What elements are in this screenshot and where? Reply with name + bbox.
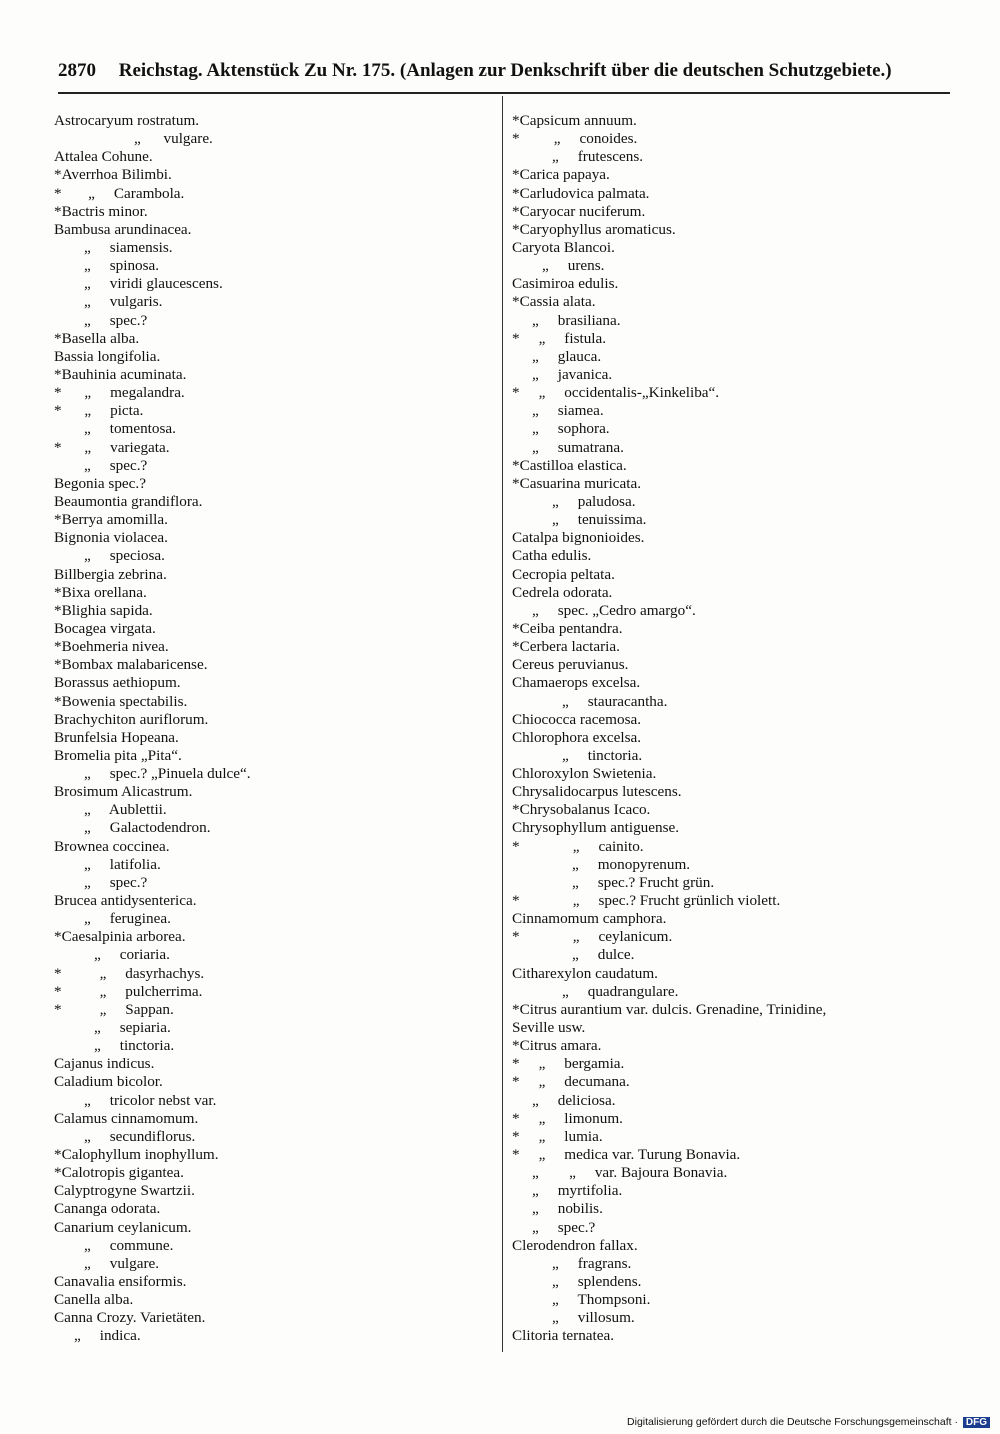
list-item: „ dulce. bbox=[572, 946, 635, 964]
list-item: „ secundiflorus. bbox=[84, 1127, 196, 1145]
list-item: „ sophora. bbox=[532, 420, 610, 438]
list-item: *Caryophyllus aromaticus. bbox=[512, 220, 676, 238]
list-item: „ splendens. bbox=[552, 1273, 642, 1290]
list-item: Cajanus indicus. bbox=[54, 1055, 155, 1073]
list-item: „ brasiliana. bbox=[532, 311, 621, 329]
list-item: Casimiroa edulis. bbox=[512, 275, 619, 293]
list-item: Cinnamomum camphora. bbox=[512, 910, 667, 928]
list-item: * „ picta. bbox=[54, 402, 144, 420]
list-item: Bambusa arundinacea. bbox=[54, 220, 192, 238]
list-item: Chloroxylon Swietenia. bbox=[512, 765, 657, 783]
list-item: *Calophyllum inophyllum. bbox=[54, 1146, 219, 1164]
header-rule bbox=[58, 92, 950, 94]
list-item: „ tenuissima. bbox=[552, 511, 647, 529]
list-item: „ Thompsoni. bbox=[552, 1291, 651, 1309]
list-item: * „ decumana. bbox=[512, 1073, 630, 1091]
list-item: * „ medica var. Turung Bonavia. bbox=[512, 1146, 741, 1164]
list-item: „ spec.? bbox=[84, 456, 148, 474]
list-item: Begonia spec.? bbox=[54, 474, 146, 492]
list-item: „ villosum. bbox=[552, 1309, 635, 1327]
list-item: *Blighia sapida. bbox=[54, 601, 153, 619]
list-item: Clitoria ternatea. bbox=[512, 1327, 615, 1345]
list-item: Calyptrogyne Swartzii. bbox=[54, 1182, 195, 1200]
list-item: „ „ var. Bajoura Bonavia. bbox=[532, 1164, 728, 1182]
list-item: * „ pulcherrima. bbox=[54, 982, 203, 1000]
list-item: „ vulgaris. bbox=[84, 293, 163, 311]
list-item: „ coriaria. bbox=[94, 946, 170, 964]
list-item: „ quadrangulare. bbox=[562, 982, 679, 1000]
list-item: *Bombax malabaricense. bbox=[54, 656, 208, 674]
list-item: Chiococca racemosa. bbox=[512, 710, 642, 728]
list-item: *Capsicum annuum. bbox=[512, 112, 637, 129]
list-item: „ monopyrenum. bbox=[572, 855, 691, 873]
list-item: „ viridi glaucescens. bbox=[84, 275, 223, 293]
list-item: *Berrya amomilla. bbox=[54, 511, 168, 529]
list-item: Brucea antidysenterica. bbox=[54, 892, 197, 910]
list-item: * „ Sappan. bbox=[54, 1000, 174, 1018]
list-item: *Calotropis gigantea. bbox=[54, 1164, 184, 1182]
list-item: Cereus peruvianus. bbox=[512, 656, 629, 674]
list-item: „ spec.? „Pinuela dulce“. bbox=[84, 765, 251, 783]
list-item: „ spec.? bbox=[532, 1218, 596, 1236]
list-item: Clerodendron fallax. bbox=[512, 1236, 638, 1254]
list-item: Citharexylon caudatum. bbox=[512, 964, 658, 982]
list-item: Chlorophora excelsa. bbox=[512, 728, 642, 746]
list-item: *Castilloa elastica. bbox=[512, 456, 627, 474]
list-item: Brownea coccinea. bbox=[54, 837, 170, 855]
list-item: * „ limonum. bbox=[512, 1109, 623, 1127]
list-item: „ latifolia. bbox=[84, 855, 161, 873]
list-item: „ vulgare. bbox=[84, 1254, 160, 1272]
list-item: *Cassia alata. bbox=[512, 293, 596, 311]
list-item: Chrysalidocarpus lutescens. bbox=[512, 783, 682, 801]
dfg-logo: DFG bbox=[963, 1417, 990, 1428]
list-item: *Ceiba pentandra. bbox=[512, 619, 623, 637]
list-item: Billbergia zebrina. bbox=[54, 565, 167, 583]
list-item: „ sepiaria. bbox=[94, 1019, 171, 1037]
list-item: *Citrus amara. bbox=[512, 1037, 602, 1055]
list-item: „ spec.? Frucht grün. bbox=[572, 873, 715, 891]
list-item: *Basella alba. bbox=[54, 329, 140, 347]
list-item: * „ variegata. bbox=[54, 438, 170, 456]
list-item: „ spec.? bbox=[84, 873, 148, 891]
list-item: *Caesalpinia arborea. bbox=[54, 928, 186, 946]
list-item: Attalea Cohune. bbox=[54, 148, 153, 166]
list-item: *Chrysobalanus Icaco. bbox=[512, 801, 651, 819]
list-item: *Bixa orellana. bbox=[54, 583, 147, 601]
list-item: „ nobilis. bbox=[532, 1200, 603, 1218]
list-item: * „ megalandra. bbox=[54, 384, 185, 402]
list-item: Astrocaryum rostratum. bbox=[54, 112, 200, 129]
list-item: „ frutescens. bbox=[552, 148, 644, 166]
list-item: „ stauracantha. bbox=[562, 692, 668, 710]
list-item: „ myrtifolia. bbox=[532, 1182, 623, 1200]
list-item: „ paludosa. bbox=[552, 492, 636, 510]
footer-text: Digitalisierung gefördert durch die Deutsche Forschungsgemeinschaft · bbox=[627, 1416, 958, 1428]
list-item: „ vulgare. bbox=[134, 130, 213, 148]
list-item: Catalpa bignonioides. bbox=[512, 529, 645, 547]
list-item: Caladium bicolor. bbox=[54, 1073, 163, 1091]
list-item: „ siamensis. bbox=[84, 238, 173, 256]
list-item: *Boehmeria nivea. bbox=[54, 638, 169, 656]
list-item: Caryota Blancoi. bbox=[512, 238, 615, 256]
page-number: 2870 bbox=[58, 60, 96, 81]
list-item: * „ lumia. bbox=[512, 1127, 603, 1145]
list-item: Chrysophyllum antiguense. bbox=[512, 819, 680, 837]
list-item: Canarium ceylanicum. bbox=[54, 1218, 192, 1236]
list-item: Cananga odorata. bbox=[54, 1200, 161, 1218]
list-item: *Carica papaya. bbox=[512, 166, 610, 184]
list-item: „ speciosa. bbox=[84, 547, 165, 565]
list-item: „ feruginea. bbox=[84, 910, 171, 928]
list-item: „ Aublettii. bbox=[84, 801, 167, 819]
page-title: Reichstag. Aktenstück Zu Nr. 175. (Anlagen zur Denkschrift über die deutschen Schutzgebiete.) bbox=[118, 60, 892, 81]
list-item: Bassia longifolia. bbox=[54, 347, 161, 365]
list-item: *Cerbera lactaria. bbox=[512, 638, 620, 656]
list-item: Brachychiton auriflorum. bbox=[54, 710, 209, 728]
list-item: Bromelia pita „Pita“. bbox=[54, 746, 182, 764]
list-item: *Bactris minor. bbox=[54, 202, 148, 220]
list-item: „ spinosa. bbox=[84, 257, 160, 275]
list-item: *Bauhinia acuminata. bbox=[54, 365, 187, 383]
list-item: „ deliciosa. bbox=[532, 1091, 616, 1109]
list-item: Canna Crozy. Varietäten. bbox=[54, 1309, 206, 1327]
list-item: „ tomentosa. bbox=[84, 420, 176, 438]
list-item: „ spec.? bbox=[84, 311, 148, 329]
list-item: „ tinctoria. bbox=[562, 746, 643, 764]
list-item: Cedrela odorata. bbox=[512, 583, 613, 601]
list-item: * „ conoides. bbox=[512, 130, 638, 148]
list-item: Borassus aethiopum. bbox=[54, 674, 181, 692]
list-item: Canella alba. bbox=[54, 1291, 134, 1309]
list-item: Seville usw. bbox=[512, 1019, 586, 1037]
list-item: * „ dasyrhachys. bbox=[54, 964, 205, 982]
page-header bbox=[58, 60, 948, 88]
list-item: Bignonia violacea. bbox=[54, 529, 168, 547]
column-divider bbox=[502, 96, 503, 1352]
list-item: „ commune. bbox=[84, 1236, 174, 1254]
list-item: Brunfelsia Hopeana. bbox=[54, 728, 179, 746]
list-item: * „ bergamia. bbox=[512, 1055, 625, 1073]
list-item: Catha edulis. bbox=[512, 547, 592, 565]
list-item: „ spec. „Cedro amargo“. bbox=[532, 601, 696, 619]
list-item: Calamus cinnamomum. bbox=[54, 1109, 199, 1127]
list-item: Cecropia peltata. bbox=[512, 565, 615, 583]
list-item: *Carludovica palmata. bbox=[512, 184, 650, 202]
right-column bbox=[512, 112, 952, 1346]
list-item: „ tricolor nebst var. bbox=[84, 1091, 217, 1109]
list-item: „ tinctoria. bbox=[94, 1037, 175, 1055]
list-item: *Averrhoa Bilimbi. bbox=[54, 166, 172, 184]
left-column bbox=[54, 112, 494, 1346]
list-item: * „ fistula. bbox=[512, 329, 607, 347]
list-item: *Citrus aurantium var. dulcis. Grenadine, Trinidine, bbox=[512, 1000, 827, 1018]
list-item: „ urens. bbox=[542, 257, 605, 275]
list-item: „ glauca. bbox=[532, 347, 602, 365]
list-item: „ sumatrana. bbox=[532, 438, 624, 456]
list-item: „ indica. bbox=[74, 1327, 141, 1345]
footer bbox=[627, 1416, 990, 1428]
list-item: * „ ceylanicum. bbox=[512, 928, 673, 946]
list-item: Canavalia ensiformis. bbox=[54, 1273, 187, 1290]
list-item: *Casuarina muricata. bbox=[512, 474, 642, 492]
list-item: Brosimum Alicastrum. bbox=[54, 783, 193, 801]
list-item: Bocagea virgata. bbox=[54, 619, 156, 637]
list-item: Chamaerops excelsa. bbox=[512, 674, 641, 692]
list-item: * „ spec.? Frucht grünlich violett. bbox=[512, 892, 781, 910]
list-item: *Caryocar nuciferum. bbox=[512, 202, 646, 220]
list-item: * „ Carambola. bbox=[54, 184, 185, 202]
list-item: Beaumontia grandiflora. bbox=[54, 492, 203, 510]
list-item: „ fragrans. bbox=[552, 1254, 632, 1272]
list-item: „ Galactodendron. bbox=[84, 819, 211, 837]
list-item: „ javanica. bbox=[532, 365, 613, 383]
list-item: „ siamea. bbox=[532, 402, 604, 420]
list-item: * „ cainito. bbox=[512, 837, 644, 855]
list-item: * „ occidentalis-„Kinkeliba“. bbox=[512, 384, 720, 402]
list-item: *Bowenia spectabilis. bbox=[54, 692, 188, 710]
